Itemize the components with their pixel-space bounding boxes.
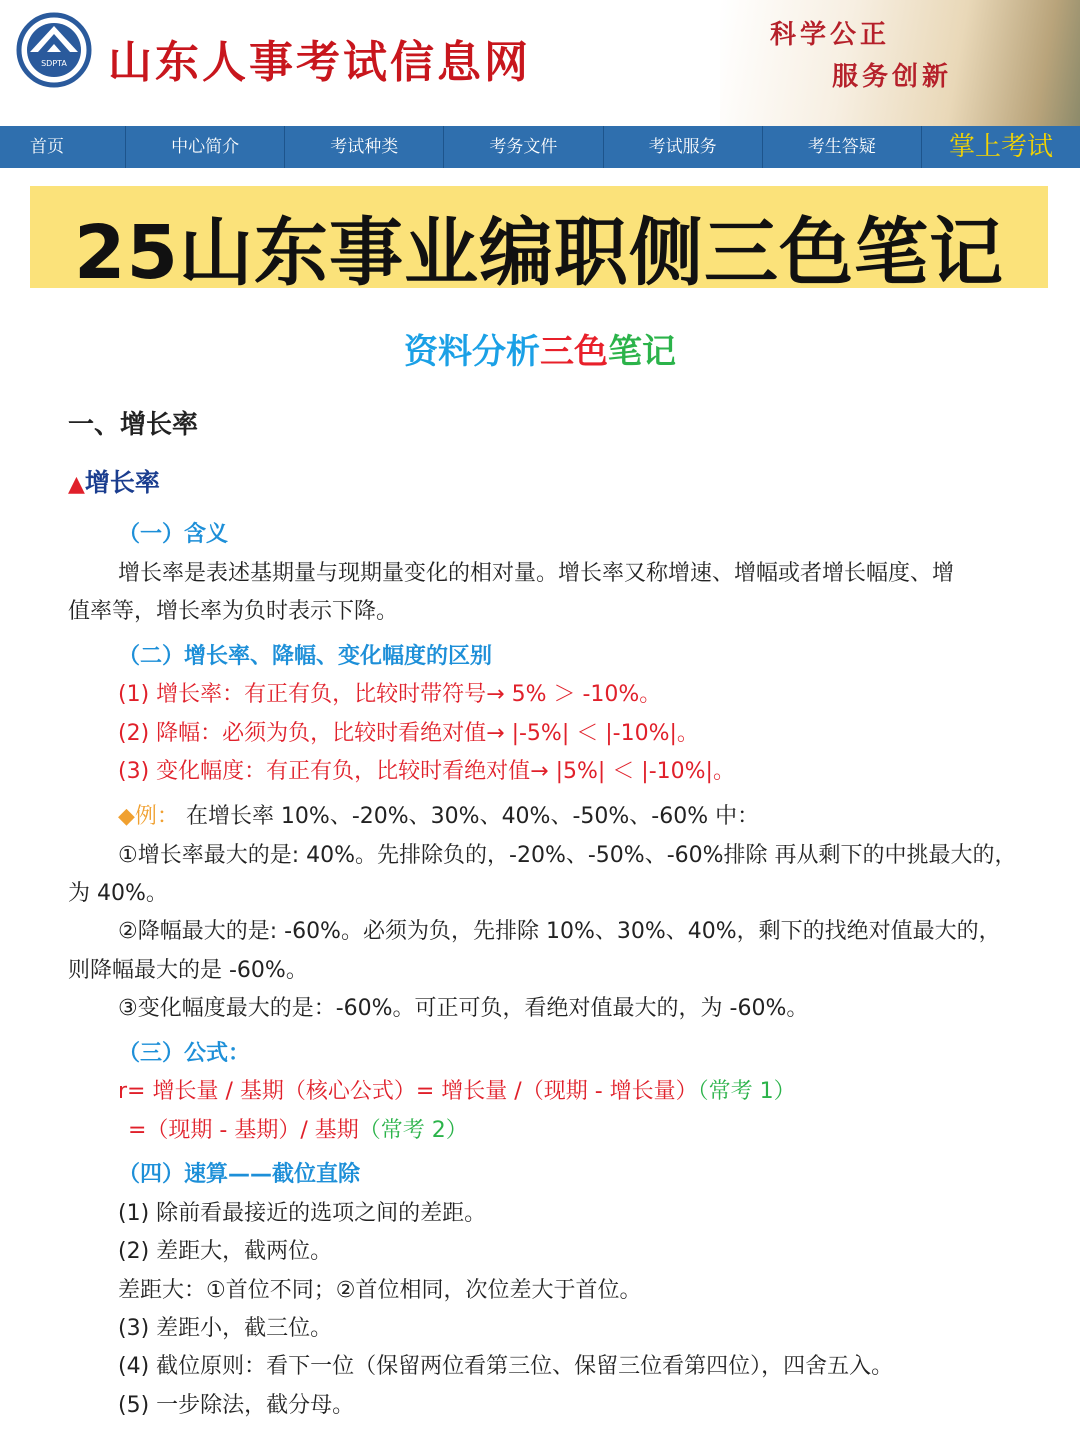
banner-title: 25山东事业编职侧三色笔记 [74, 210, 1004, 296]
nav-documents[interactable]: 考务文件 [444, 126, 603, 168]
nav-home[interactable]: 首页 [0, 126, 126, 168]
nav-exam-types[interactable]: 考试种类 [285, 126, 444, 168]
nav-mobile-exam[interactable]: 掌上考试 [948, 132, 1053, 162]
formula-alt: =（现期 - 基期）/ 基期 [128, 1118, 359, 1143]
difference-title: （二）增长率、降幅、变化幅度的区别 [118, 644, 493, 669]
example-intro: 在增长率 10%、-20%、30%、40%、-50%、-60% 中： [185, 804, 760, 829]
main-nav [0, 126, 1080, 168]
diamond-marker-icon: ◆ [118, 804, 135, 829]
subtitle [0, 324, 1080, 373]
subtitle-part-1: 资料分析 [404, 332, 540, 372]
quick-calc-item-5: (4) 截位原则：看下一位（保留两位看第三位、保留三位看第四位），四舍五入。 [118, 1354, 894, 1379]
nav-faq[interactable]: 考生答疑 [763, 126, 922, 168]
meaning-line-1: 增长率是表述基期量与现期量变化的相对量。增长率又称增速、增幅或者增长幅度、增 [118, 561, 955, 586]
formula-line-2 [128, 1116, 468, 1146]
example-intro-line [118, 802, 759, 832]
title-banner [30, 186, 1048, 296]
example-label: 例： [134, 804, 179, 829]
quick-calc-title: （四）速算——截位直除 [118, 1162, 361, 1187]
formula-note-1: （常考 1） [697, 1079, 796, 1104]
example-q2-line-2: 则降幅最大的是 -60%。 [68, 958, 308, 983]
formula-main: r= 增长量 / 基期（核心公式）= 增长量 /（现期 - 增长量） [118, 1079, 698, 1104]
site-title[interactable]: 山东人事考试信息网 [108, 37, 531, 88]
meaning-title: （一）含义 [118, 522, 229, 547]
section-heading: 一、增长率 [68, 410, 199, 440]
quick-calc-item-3: 差距大：①首位不同；②首位相同，次位差大于首位。 [118, 1278, 642, 1303]
nav-exam-services[interactable]: 考试服务 [604, 126, 763, 168]
difference-item-3: (3) 变化幅度：有正有负，比较时看绝对值→ |5%| ＜ |-10%|。 [118, 759, 735, 784]
motto-line-1: 科学公正 [769, 20, 890, 50]
formula-line-1 [118, 1077, 796, 1107]
formula-title: （三）公式： [118, 1041, 251, 1066]
logo-text: SDPTA [41, 59, 67, 68]
motto-line-2: 服务创新 [831, 62, 952, 92]
example-q1-line-1: ①增长率最大的是: 40%。先排除负的，-20%、-50%、-60%排除 再从剩下的中挑最大的， [118, 843, 1017, 868]
quick-calc-item-2: (2) 差距大，截两位。 [118, 1239, 333, 1264]
nav-about[interactable]: 中心简介 [126, 126, 285, 168]
topic-heading [68, 468, 160, 500]
difference-item-1: (1) 增长率：有正有负，比较时带符号→ 5% ＞ -10%。 [118, 682, 662, 707]
subtitle-part-3: 笔记 [608, 332, 676, 372]
example-q2-line-1: ②降幅最大的是: -60%。必须为负，先排除 10%、30%、40%，剩下的找绝对值最大的， [118, 919, 1001, 944]
quick-calc-item-4: (3) 差距小，截三位。 [118, 1316, 333, 1341]
difference-item-2: (2) 降幅：必须为负，比较时看绝对值→ |-5%| ＜ |-10%|。 [118, 721, 699, 746]
example-q1-line-2: 为 40%。 [68, 881, 168, 906]
site-header [0, 0, 1080, 126]
quick-calc-item-6: (5) 一步除法，截分母。 [118, 1393, 355, 1418]
subtitle-part-2: 三色 [540, 332, 608, 372]
quick-calc-item-1: (1) 除前看最接近的选项之间的差距。 [118, 1201, 487, 1226]
sdpta-logo-icon[interactable] [16, 12, 92, 88]
example-q3: ③变化幅度最大的是：-60%。可正可负，看绝对值最大的，为 -60%。 [118, 996, 809, 1021]
formula-note-2: （常考 2） [358, 1118, 468, 1143]
triangle-marker-icon: ▲ [68, 472, 85, 497]
topic-title: 增长率 [84, 468, 160, 497]
meaning-line-2: 值率等，增长率为负时表示下降。 [68, 599, 399, 624]
